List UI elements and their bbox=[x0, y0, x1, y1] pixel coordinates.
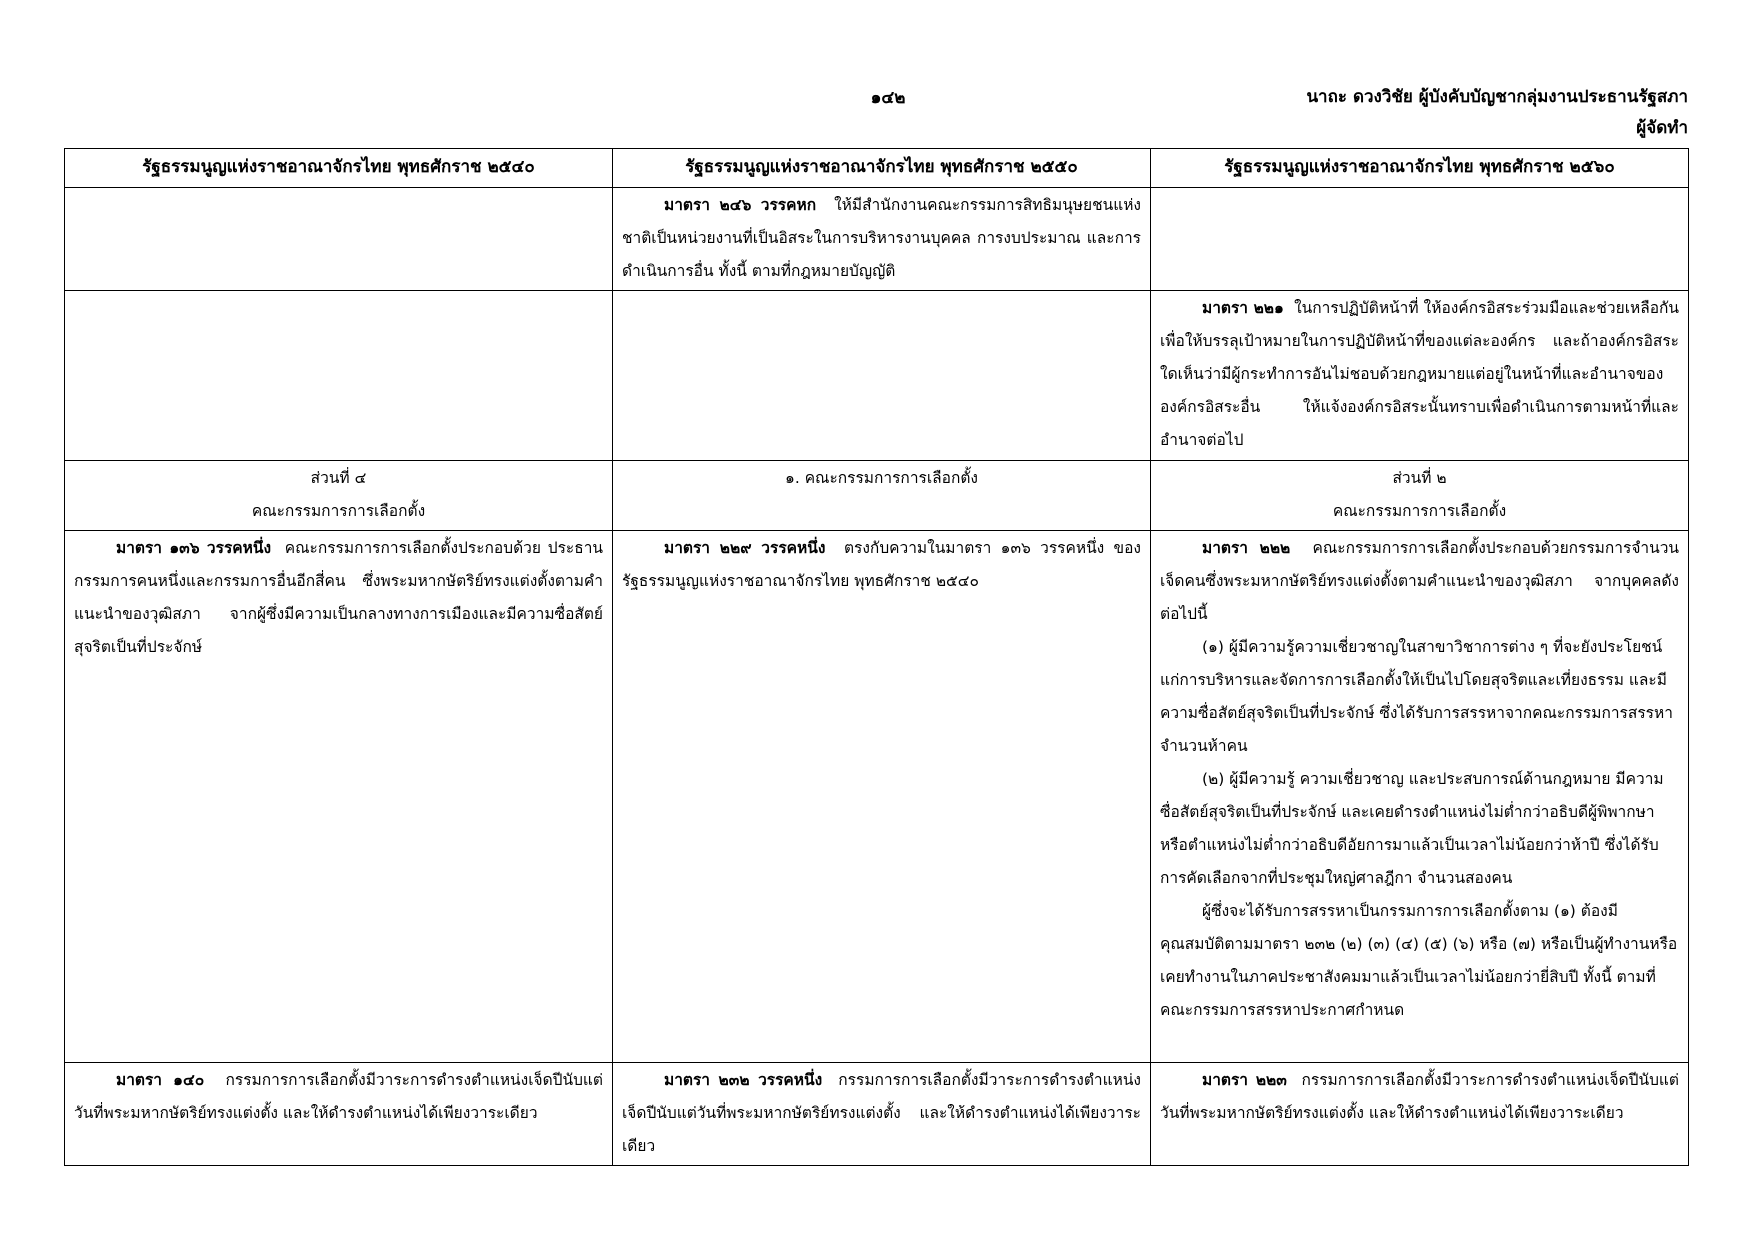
section-ref: มาตรา ๑๓๖ วรรคหนึ่ง bbox=[116, 539, 272, 557]
column-header-2540: รัฐธรรมนูญแห่งราชอาณาจักรไทย พุทธศักราช ๒๕๔๐ bbox=[65, 149, 613, 188]
cell-2540-empty bbox=[65, 291, 613, 461]
sub-item-3: ผู้ซึ่งจะได้รับการสรรหาเป็นกรรมการการเลือกตั้งตาม (๑) ต้องมีคุณสมบัติตามมาตรา ๒๓๒ (๒) (๓) (๔) (๕) (๖) หรือ (๗) หรือเป็นผู้ทำงานหรือเคยทำงานในภาคประชาสังคมมาแล้วเป็นเวลาไม่น้อยกว่ายี่สิบปี ทั้งนี้ ตามที่คณะกรรมการสรรหาประกาศกำหนด bbox=[1160, 902, 1678, 1019]
section-ref: มาตรา ๒๒๙ วรรคหนึ่ง bbox=[664, 539, 826, 557]
column-header-2560: รัฐธรรมนูญแห่งราชอาณาจักรไทย พุทธศักราช ๒๕๖๐ bbox=[1151, 149, 1689, 188]
section-ref: มาตรา ๒๒๑ bbox=[1202, 299, 1284, 317]
section-text: คณะกรรมการการเลือกตั้งประกอบด้วย ประธานกรรมการคนหนึ่งและกรรมการอื่นอีกสี่คน ซึ่งพระมหากษัตริย์ทรงแต่งตั้งตามคำแนะนำของวุฒิสภา จากผู้ซึ่งมีความเป็นกลางทางการเมืองและมีความซื่อสัตย์สุจริตเป็นที่ประจักษ์ bbox=[74, 539, 604, 656]
section-ref: มาตรา ๑๔๐ bbox=[116, 1071, 205, 1089]
table-row bbox=[65, 1063, 1689, 1166]
section-ref: มาตรา ๒๔๖ วรรคหก bbox=[664, 196, 817, 214]
table-header-row bbox=[65, 149, 1689, 188]
part-title: ๑. คณะกรรมการการเลือกตั้ง bbox=[785, 469, 978, 487]
comparison-table bbox=[64, 148, 1689, 1166]
part-title: คณะกรรมการการเลือกตั้ง bbox=[1332, 502, 1507, 520]
column-header-2550: รัฐธรรมนูญแห่งราชอาณาจักรไทย พุทธศักราช ๒๕๕๐ bbox=[613, 149, 1151, 188]
section-text: ตรงกับความในมาตรา ๑๓๖ วรรคหนึ่ง ของรัฐธรรมนูญแห่งราชอาณาจักรไทย พุทธศักราช ๒๕๔๐ bbox=[622, 539, 1142, 590]
sub-item-2: (๒) ผู้มีความรู้ ความเชี่ยวชาญ และประสบการณ์ด้านกฎหมาย มีความซื่อสัตย์สุจริตเป็นที่ประจักษ์ และเคยดำรงตำแหน่งไม่ต่ำกว่าอธิบดีผู้พิพากษา หรือตำแหน่งไม่ต่ำกว่าอธิบดีอัยการมาแล้วเป็นเวลาไม่น้อยกว่าห้าปี ซึ่งได้รับการคัดเลือกจากที่ประชุมใหญ่ศาลฎีกา จำนวนสองคน bbox=[1160, 770, 1664, 887]
cell-2560-heading bbox=[1151, 461, 1689, 531]
cell-2560-section-221 bbox=[1151, 291, 1689, 461]
author-line: นาถะ ดวงวิชัย ผู้บังคับบัญชากลุ่มงานประธานรัฐสภา bbox=[1306, 87, 1688, 107]
cell-2550-heading bbox=[613, 461, 1151, 531]
page-number: ๑๔๒ bbox=[870, 88, 906, 108]
part-label: ส่วนที่ ๔ bbox=[310, 469, 367, 487]
cell-2540-section-136 bbox=[65, 531, 613, 1063]
section-ref: มาตรา ๒๒๒ bbox=[1202, 539, 1291, 557]
cell-2550-section-232 bbox=[613, 1063, 1151, 1166]
section-text: ในการปฏิบัติหน้าที่ ให้องค์กรอิสระร่วมมือและช่วยเหลือกันเพื่อให้บรรลุเป้าหมายในการปฏิบัติหน้าที่ของแต่ละองค์กร และถ้าองค์กรอิสระใดเห็นว่ามีผู้กระทำการอันไม่ชอบด้วยกฎหมายแต่อยู่ในหน้าที่และอำนาจขององค์กรอิสระอื่น ให้แจ้งองค์กรอิสระนั้นทราบเพื่อดำเนินการตามหน้าที่และอำนาจต่อไป bbox=[1160, 299, 1680, 449]
cell-2550-section-246 bbox=[613, 188, 1151, 291]
section-text: กรรมการการเลือกตั้งมีวาระการดำรงตำแหน่งเจ็ดปีนับแต่วันที่พระมหากษัตริย์ทรงแต่งตั้ง และให้ดำรงตำแหน่งได้เพียงวาระเดียว bbox=[74, 1071, 603, 1122]
cell-2560-empty bbox=[1151, 188, 1689, 291]
cell-2560-section-223 bbox=[1151, 1063, 1689, 1166]
cell-2550-section-229 bbox=[613, 531, 1151, 1063]
section-text: คณะกรรมการการเลือกตั้งประกอบด้วยกรรมการจำนวนเจ็ดคนซึ่งพระมหากษัตริย์ทรงแต่งตั้งตามคำแนะนำของวุฒิสภา จากบุคคลดังต่อไปนี้ bbox=[1160, 539, 1679, 623]
author-block bbox=[1306, 82, 1688, 144]
table-row bbox=[65, 531, 1689, 1063]
section-ref: มาตรา ๒๓๒ วรรคหนึ่ง bbox=[664, 1071, 823, 1089]
section-text: กรรมการการเลือกตั้งมีวาระการดำรงตำแหน่งเจ็ดปีนับแต่วันที่พระมหากษัตริย์ทรงแต่งตั้ง และให้ดำรงตำแหน่งได้เพียงวาระเดียว bbox=[1160, 1071, 1679, 1122]
section-text: กรรมการการเลือกตั้งมีวาระการดำรงตำแหน่งเจ็ดปีนับแต่วันที่พระมหากษัตริย์ทรงแต่งตั้ง และให้ดำรงตำแหน่งได้เพียงวาระเดียว bbox=[622, 1071, 1141, 1155]
section-ref: มาตรา ๒๒๓ bbox=[1202, 1071, 1287, 1089]
table-row bbox=[65, 291, 1689, 461]
section-heading-row bbox=[65, 461, 1689, 531]
cell-2540-heading bbox=[65, 461, 613, 531]
cell-2550-empty bbox=[613, 291, 1151, 461]
table-row bbox=[65, 188, 1689, 291]
part-title: คณะกรรมการการเลือกตั้ง bbox=[251, 502, 426, 520]
section-text: ให้มีสำนักงานคณะกรรมการสิทธิมนุษยชนแห่งชาติเป็นหน่วยงานที่เป็นอิสระในการบริหารงานบุคคล การงบประมาณ และการดำเนินการอื่น ทั้งนี้ ตามที่กฎหมายบัญญัติ bbox=[622, 196, 1141, 280]
author-role: ผู้จัดทำ bbox=[1636, 118, 1688, 138]
part-label: ส่วนที่ ๒ bbox=[1392, 469, 1447, 487]
cell-2540-empty bbox=[65, 188, 613, 291]
cell-2540-section-140 bbox=[65, 1063, 613, 1166]
cell-2560-section-222 bbox=[1151, 531, 1689, 1063]
sub-item-1: (๑) ผู้มีความรู้ความเชี่ยวชาญในสาขาวิชาการต่าง ๆ ที่จะยังประโยชน์แก่การบริหารและจัดการการเลือกตั้งให้เป็นไปโดยสุจริตและเที่ยงธรรม และมีความซื่อสัตย์สุจริตเป็นที่ประจักษ์ ซึ่งได้รับการสรรหาจากคณะกรรมการสรรหา จำนวนห้าคน bbox=[1160, 638, 1673, 755]
